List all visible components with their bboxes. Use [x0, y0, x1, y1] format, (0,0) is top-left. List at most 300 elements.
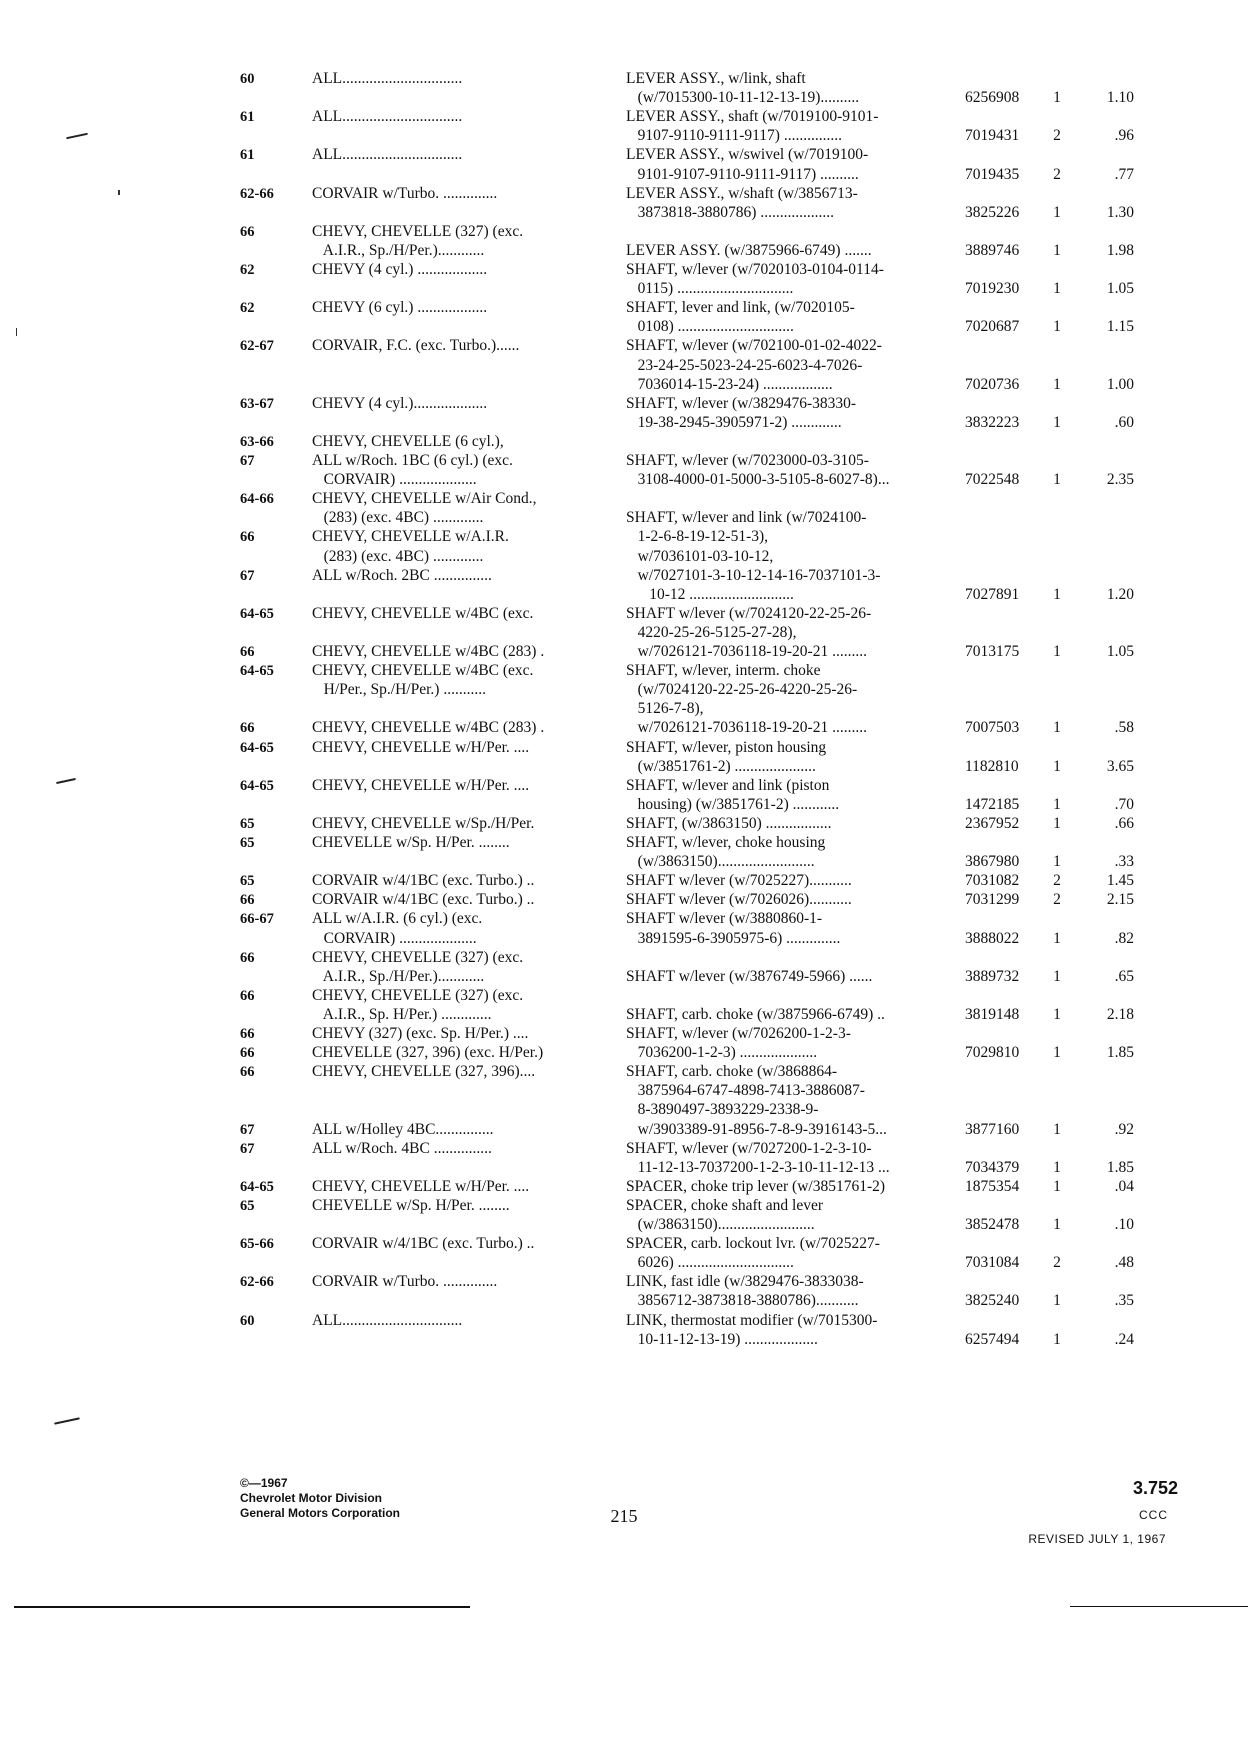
entry-line	[0, 1292, 1248, 1310]
model-year: 61	[240, 147, 255, 164]
application: CHEVY (327) (exc. Sp. H/Per.) ....	[312, 1025, 529, 1042]
entry-line	[0, 548, 1248, 566]
part-description: LEVER ASSY., w/swivel (w/7019100-	[626, 146, 869, 164]
part-description: SHAFT, w/lever and link (piston	[626, 776, 830, 794]
revision-date: REVISED JULY 1, 1967	[1028, 1532, 1166, 1546]
entry-line	[0, 1273, 1248, 1291]
part-description: 3856712-3873818-3880786)...........	[626, 1292, 859, 1310]
price: .48	[1114, 1254, 1134, 1272]
quantity: 1	[1053, 203, 1061, 221]
part-number: 1182810	[965, 757, 1019, 775]
part-description: SHAFT, w/lever, piston housing	[626, 738, 827, 756]
quantity: 1	[1053, 1177, 1061, 1195]
model-year: 67	[240, 1140, 255, 1157]
entry-line	[0, 872, 1248, 890]
application: CHEVELLE (327, 396) (exc. H/Per.)	[312, 1044, 544, 1062]
part-description: 6026) ..............................	[626, 1254, 794, 1272]
price: 1.98	[1106, 241, 1134, 259]
model-year: 66-67	[240, 911, 274, 928]
part-number: 3888022	[965, 929, 1020, 947]
application: CHEVY, CHEVELLE w/4BC (exc.	[312, 662, 534, 680]
price: 3.65	[1106, 757, 1134, 775]
entry-line	[0, 1044, 1248, 1062]
model-year: 67	[240, 567, 255, 584]
page-number: 215	[610, 1506, 638, 1526]
quantity: 2	[1053, 1254, 1061, 1272]
part-number: 3877160	[965, 1120, 1020, 1138]
model-year: 65	[240, 835, 255, 851]
application: CHEVY, CHEVELLE (327, 396)....	[312, 1063, 536, 1081]
entry-line	[0, 280, 1248, 298]
part-description: SHAFT, w/lever (w/3829476-38330-	[626, 394, 857, 412]
application: CHEVY, CHEVELLE w/4BC (exc.	[312, 604, 534, 622]
model-year: 66	[240, 720, 255, 737]
entry-line	[0, 127, 1248, 145]
model-year: 65	[240, 873, 255, 890]
entry-line	[0, 395, 1248, 413]
part-number: 7019431	[965, 127, 1020, 145]
application: CHEVY (4 cyl.)...................	[312, 394, 488, 412]
part-description: 4220-25-26-5125-27-28),	[626, 623, 797, 641]
entry-line	[0, 166, 1248, 184]
part-description: SHAFT w/lever (w/7026026)...........	[626, 891, 852, 909]
price: 1.05	[1106, 280, 1134, 298]
application: CORVAIR w/4/1BC (exc. Turbo.) ..	[312, 872, 535, 890]
application: CHEVY, CHEVELLE w/Air Cond.,	[312, 490, 537, 508]
application: CORVAIR, F.C. (exc. Turbo.)......	[312, 337, 520, 355]
document-number: 3.752	[1132, 1478, 1178, 1498]
model-year: 62	[240, 300, 255, 317]
application: (283) (exc. 4BC) .............	[312, 509, 484, 527]
part-number: 6256908	[965, 89, 1020, 107]
part-number: 7034379	[965, 1158, 1020, 1176]
price: .24	[1114, 1330, 1134, 1348]
part-description: 9107-9110-9111-9117) ...............	[626, 127, 842, 145]
part-description: LINK, thermostat modifier (w/7015300-	[626, 1311, 878, 1329]
application: ALL w/Roch. 2BC ...............	[312, 566, 492, 584]
application: ALL w/Roch. 4BC ...............	[312, 1139, 492, 1157]
quantity: 1	[1053, 795, 1061, 813]
entry-line	[0, 1006, 1248, 1024]
application: CORVAIR w/4/1BC (exc. Turbo.) ..	[312, 1235, 535, 1253]
model-year: 66	[240, 1045, 255, 1062]
entry-line	[0, 834, 1248, 852]
entry-line	[0, 758, 1248, 776]
part-description: LEVER ASSY., shaft (w/7019100-9101-	[626, 108, 879, 126]
entry-line	[0, 1197, 1248, 1215]
part-number: 7019435	[965, 165, 1020, 183]
part-description: (w/7015300-10-11-12-13-19)..........	[626, 89, 860, 107]
part-description: 10-11-12-13-19) ...................	[626, 1330, 818, 1348]
entry-line	[0, 719, 1248, 737]
part-description: SHAFT w/lever (w/7024120-22-25-26-	[626, 604, 872, 622]
entry-line	[0, 586, 1248, 604]
margin-tick	[16, 328, 17, 336]
entry-line	[0, 223, 1248, 241]
entry-line	[0, 299, 1248, 317]
price: 2.15	[1106, 891, 1134, 909]
bottom-rule-right	[1070, 1606, 1248, 1607]
entry-line	[0, 987, 1248, 1005]
application: ALL...............................	[312, 146, 463, 164]
application: ALL w/A.I.R. (6 cyl.) (exc.	[312, 910, 483, 928]
price: .60	[1114, 413, 1134, 431]
entry-line	[0, 949, 1248, 967]
part-number: 3852478	[965, 1216, 1020, 1233]
model-year: 64-65	[240, 1178, 274, 1195]
quantity: 1	[1053, 413, 1061, 431]
entry-line	[0, 146, 1248, 164]
application: CHEVY, CHEVELLE w/A.I.R.	[312, 528, 509, 546]
model-year: 65	[240, 1197, 255, 1214]
application: A.I.R., Sp. H/Per.) .............	[312, 1005, 492, 1023]
part-number: 1472185	[965, 795, 1020, 813]
margin-tick	[118, 190, 120, 195]
model-year: 64-65	[240, 605, 274, 622]
entry-line	[0, 815, 1248, 833]
application: CHEVY, CHEVELLE w/H/Per. ....	[312, 776, 530, 794]
price: 1.85	[1106, 1044, 1134, 1062]
entry-line	[0, 1312, 1248, 1330]
part-description: 0115) ..............................	[626, 280, 794, 298]
application: ALL...............................	[312, 70, 463, 87]
part-number: 7031084	[965, 1254, 1020, 1272]
part-number: 7020687	[965, 318, 1020, 336]
price: 1.20	[1106, 585, 1134, 603]
application: CORVAIR w/Turbo. ..............	[312, 184, 498, 202]
part-description: SHAFT, w/lever (w/7026200-1-2-3-	[626, 1025, 851, 1042]
division-name: Chevrolet Motor Division	[240, 1491, 383, 1505]
model-year: 64-65	[240, 777, 274, 794]
part-description: SHAFT w/lever (w/3876749-5966) ......	[626, 967, 873, 985]
part-description: SHAFT, lever and link, (w/7020105-	[626, 299, 855, 317]
part-description: SHAFT, w/lever (w/7023000-03-3105-	[626, 452, 869, 469]
quantity: 1	[1053, 814, 1061, 832]
part-description: (w/3863150).........................	[626, 1216, 815, 1233]
model-year: 66	[240, 1026, 255, 1042]
price: .10	[1114, 1216, 1134, 1233]
entry-line	[0, 1101, 1248, 1119]
quantity: 1	[1053, 1330, 1061, 1348]
quantity: 1	[1053, 1216, 1061, 1233]
quantity: 2	[1053, 165, 1061, 183]
part-number: 3889732	[965, 967, 1020, 985]
quantity: 1	[1053, 89, 1061, 107]
margin-mark	[54, 1417, 80, 1424]
application: ALL w/Roch. 1BC (6 cyl.) (exc.	[312, 452, 513, 469]
application: A.I.R., Sp./H/Per.)............	[312, 241, 485, 259]
entry-line	[0, 853, 1248, 871]
entry-line	[0, 1331, 1248, 1349]
model-year: 66	[240, 949, 255, 966]
quantity: 1	[1053, 318, 1061, 336]
part-description: SHAFT, w/lever and link (w/7024100-	[626, 509, 867, 527]
model-year: 65-66	[240, 1236, 274, 1253]
application: ALL...............................	[312, 108, 463, 126]
quantity: 2	[1053, 127, 1061, 145]
part-description: LINK, fast idle (w/3829476-3833038-	[626, 1273, 864, 1291]
entry-line	[0, 204, 1248, 222]
part-number: 3867980	[965, 853, 1020, 871]
entry-line	[0, 1140, 1248, 1158]
quantity: 1	[1053, 967, 1061, 985]
entry-line	[0, 567, 1248, 585]
model-year: 66	[240, 987, 255, 1004]
part-number: 7027891	[965, 585, 1020, 603]
entry-line	[0, 681, 1248, 699]
part-number: 7019230	[965, 280, 1020, 298]
entry-line	[0, 700, 1248, 718]
price: .35	[1114, 1292, 1134, 1310]
application: ALL...............................	[312, 1311, 463, 1329]
price: .70	[1114, 795, 1134, 813]
quantity: 1	[1053, 241, 1061, 259]
part-description: LEVER ASSY. (w/3875966-6749) .......	[626, 241, 872, 259]
application: CHEVY, CHEVELLE w/4BC (283) .	[312, 719, 545, 737]
part-description: SHAFT, w/lever, interm. choke	[626, 662, 821, 680]
application: CHEVELLE w/Sp. H/Per. ........	[312, 1196, 510, 1214]
part-description: w/7026121-7036118-19-20-21 .........	[626, 719, 867, 737]
application: CHEVY, CHEVELLE (327) (exc.	[312, 986, 524, 1004]
part-number: 6257494	[965, 1330, 1020, 1348]
part-description: SPACER, choke shaft and lever	[626, 1196, 824, 1214]
part-description: w/7027101-3-10-12-14-16-7037101-3-	[626, 566, 881, 584]
application: CHEVY, CHEVELLE w/Sp./H/Per.	[312, 814, 535, 832]
application: CORVAIR) ....................	[312, 471, 477, 489]
entry-line	[0, 337, 1248, 355]
price: .58	[1114, 719, 1134, 737]
entry-line	[0, 1082, 1248, 1100]
model-year: 64-66	[240, 491, 274, 508]
entry-line	[0, 1254, 1248, 1272]
quantity: 2	[1053, 872, 1061, 890]
part-description: w/7036101-03-10-12,	[626, 547, 774, 565]
part-number: 7029810	[965, 1044, 1020, 1062]
application: CORVAIR) ....................	[312, 929, 477, 947]
model-year: 63-67	[240, 395, 274, 412]
quantity: 1	[1053, 1120, 1061, 1138]
corporation-name: General Motors Corporation	[240, 1506, 401, 1520]
quantity: 1	[1053, 1292, 1061, 1310]
entry-line	[0, 1025, 1248, 1043]
price: 1.05	[1106, 643, 1134, 660]
section-code: CCC	[1139, 1508, 1168, 1522]
part-description: 10-12 ...........................	[626, 585, 794, 603]
application: CHEVY (6 cyl.) ..................	[312, 299, 488, 317]
quantity: 1	[1053, 853, 1061, 871]
application: CHEVY, CHEVELLE (6 cyl.),	[312, 432, 504, 450]
model-year: 65	[240, 815, 255, 832]
application: ALL w/Holley 4BC...............	[312, 1120, 494, 1138]
entry-line	[0, 414, 1248, 432]
model-year: 66	[240, 892, 255, 909]
model-year: 60	[240, 1312, 255, 1329]
bottom-rule-left	[14, 1606, 470, 1608]
entry-line	[0, 242, 1248, 260]
entry-line	[0, 1235, 1248, 1253]
part-description: housing) (w/3851761-2) ............	[626, 795, 840, 813]
quantity: 1	[1053, 1044, 1061, 1062]
price: 1.15	[1106, 318, 1134, 336]
part-description: 1-2-6-8-19-12-51-3),	[626, 528, 769, 546]
part-description: (w/3863150).........................	[626, 853, 815, 871]
part-description: 11-12-13-7037200-1-2-3-10-11-12-13 ...	[626, 1158, 890, 1176]
entry-line	[0, 777, 1248, 795]
price: 2.35	[1106, 471, 1134, 489]
entry-line	[0, 891, 1248, 909]
entry-line	[0, 357, 1248, 375]
model-year: 62-67	[240, 338, 274, 355]
part-description: SHAFT, (w/3863150) .................	[626, 814, 832, 832]
quantity: 2	[1053, 891, 1061, 909]
part-number: 3825226	[965, 203, 1020, 221]
application: CHEVELLE w/Sp. H/Per. ........	[312, 834, 510, 851]
quantity: 1	[1053, 375, 1061, 393]
quantity: 1	[1053, 585, 1061, 603]
part-description: 3875964-6747-4898-7413-3886087-	[626, 1082, 865, 1100]
price: .82	[1114, 929, 1134, 947]
entry-line	[0, 376, 1248, 394]
application: CHEVY, CHEVELLE w/H/Per. ....	[312, 738, 530, 756]
part-description: w/3903389-91-8956-7-8-9-3916143-5...	[626, 1120, 887, 1138]
part-description: 8-3890497-3893229-2338-9-	[626, 1101, 819, 1119]
application: CORVAIR w/Turbo. ..............	[312, 1273, 498, 1291]
part-description: w/7026121-7036118-19-20-21 .........	[626, 643, 867, 660]
part-description: SHAFT, w/lever (w/702100-01-02-4022-	[626, 337, 882, 355]
application: A.I.R., Sp./H/Per.)............	[312, 967, 485, 985]
model-year: 63-66	[240, 433, 274, 450]
quantity: 1	[1053, 643, 1061, 660]
entry-line	[0, 1063, 1248, 1081]
entry-line	[0, 910, 1248, 928]
copyright-year: ©—1967	[240, 1476, 288, 1490]
entry-line	[0, 624, 1248, 642]
part-number: 3889746	[965, 241, 1020, 259]
part-description: SPACER, carb. lockout lvr. (w/7025227-	[626, 1235, 880, 1253]
model-year: 67	[240, 453, 255, 469]
price: .33	[1114, 853, 1134, 871]
model-year: 66	[240, 644, 255, 660]
quantity: 1	[1053, 1158, 1061, 1176]
part-description: 7036200-1-2-3) ....................	[626, 1044, 818, 1062]
entry-line	[0, 739, 1248, 757]
application: CORVAIR w/4/1BC (exc. Turbo.) ..	[312, 891, 535, 909]
entry-line	[0, 930, 1248, 948]
model-year: 62-66	[240, 185, 274, 202]
part-number: 7007503	[965, 719, 1020, 737]
entry-line	[0, 662, 1248, 680]
part-description: (w/3851761-2) .....................	[626, 757, 816, 775]
entry-line	[0, 89, 1248, 107]
price: .04	[1114, 1177, 1134, 1195]
quantity: 1	[1053, 471, 1061, 489]
part-description: SHAFT w/lever (w/7025227)...........	[626, 872, 852, 890]
part-description: SHAFT, w/lever (w/7027200-1-2-3-10-	[626, 1139, 872, 1157]
entry-line	[0, 509, 1248, 527]
price: .65	[1114, 967, 1134, 985]
entry-line	[0, 471, 1248, 489]
price: 1.10	[1106, 89, 1134, 107]
model-year: 66	[240, 223, 255, 240]
application: H/Per., Sp./H/Per.) ...........	[312, 681, 486, 699]
model-year: 61	[240, 109, 255, 126]
part-description: 5126-7-8),	[626, 700, 704, 718]
part-number: 7013175	[965, 643, 1020, 660]
part-description: 9101-9107-9110-9111-9117) ..........	[626, 165, 859, 183]
price: .66	[1114, 814, 1134, 832]
part-number: 3825240	[965, 1292, 1020, 1310]
entry-line	[0, 108, 1248, 126]
application: CHEVY (4 cyl.) ..................	[312, 261, 488, 278]
entry-line	[0, 318, 1248, 336]
entry-line	[0, 261, 1248, 279]
part-description: 7036014-15-23-24) ..................	[626, 375, 833, 393]
part-description: 3873818-3880786) ...................	[626, 203, 834, 221]
part-description: SPACER, choke trip lever (w/3851761-2)	[626, 1177, 886, 1195]
entry-line	[0, 185, 1248, 203]
part-number: 7020736	[965, 375, 1020, 393]
entry-line	[0, 1216, 1248, 1234]
price: 1.00	[1106, 375, 1134, 393]
model-year: 64-65	[240, 739, 274, 756]
quantity: 1	[1053, 1005, 1061, 1023]
entry-line	[0, 433, 1248, 451]
price: 1.30	[1106, 203, 1134, 221]
part-description: 23-24-25-5023-24-25-6023-4-7026-	[626, 356, 863, 374]
part-number: 2367952	[965, 814, 1020, 832]
price: .77	[1114, 165, 1134, 183]
quantity: 1	[1053, 280, 1061, 298]
part-number: 1875354	[965, 1177, 1020, 1195]
entry-line	[0, 490, 1248, 508]
part-number: 7031082	[965, 872, 1020, 890]
entry-line	[0, 1159, 1248, 1177]
part-description: 19-38-2945-3905971-2) .............	[626, 413, 842, 431]
part-description: SHAFT, w/lever (w/7020103-0104-0114-	[626, 261, 884, 278]
entry-line	[0, 643, 1248, 661]
part-number: 7022548	[965, 471, 1020, 489]
application: CHEVY, CHEVELLE w/H/Per. ....	[312, 1177, 530, 1195]
part-description: SHAFT, carb. choke (w/3875966-6749) ..	[626, 1005, 885, 1023]
part-description: SHAFT, carb. choke (w/3868864-	[626, 1063, 838, 1081]
model-year: 66	[240, 529, 255, 546]
quantity: 1	[1053, 757, 1061, 775]
entry-line	[0, 1121, 1248, 1139]
model-year: 67	[240, 1121, 255, 1138]
part-description: SHAFT w/lever (w/3880860-1-	[626, 910, 823, 928]
part-description: 3108-4000-01-5000-3-5105-8-6027-8)...	[626, 471, 890, 489]
quantity: 1	[1053, 929, 1061, 947]
part-description: LEVER ASSY., w/shaft (w/3856713-	[626, 184, 858, 202]
entry-line	[0, 605, 1248, 623]
application: CHEVY, CHEVELLE (327) (exc.	[312, 948, 524, 966]
price: .92	[1114, 1120, 1134, 1138]
price: 1.85	[1106, 1158, 1134, 1176]
part-description: (w/7024120-22-25-26-4220-25-26-	[626, 681, 858, 699]
application: CHEVY, CHEVELLE (327) (exc.	[312, 222, 524, 240]
entry-line	[0, 796, 1248, 814]
application: CHEVY, CHEVELLE w/4BC (283) .	[312, 643, 545, 660]
model-year: 66	[240, 1064, 255, 1081]
entry-line	[0, 968, 1248, 986]
part-description: 3891595-6-3905975-6) ..............	[626, 929, 841, 947]
part-description: SHAFT, w/lever, choke housing	[626, 834, 826, 851]
model-year: 64-65	[240, 663, 274, 680]
model-year: 60	[240, 71, 255, 87]
part-number: 3832223	[965, 413, 1020, 431]
entry-line	[0, 70, 1248, 88]
part-number: 3819148	[965, 1005, 1020, 1023]
